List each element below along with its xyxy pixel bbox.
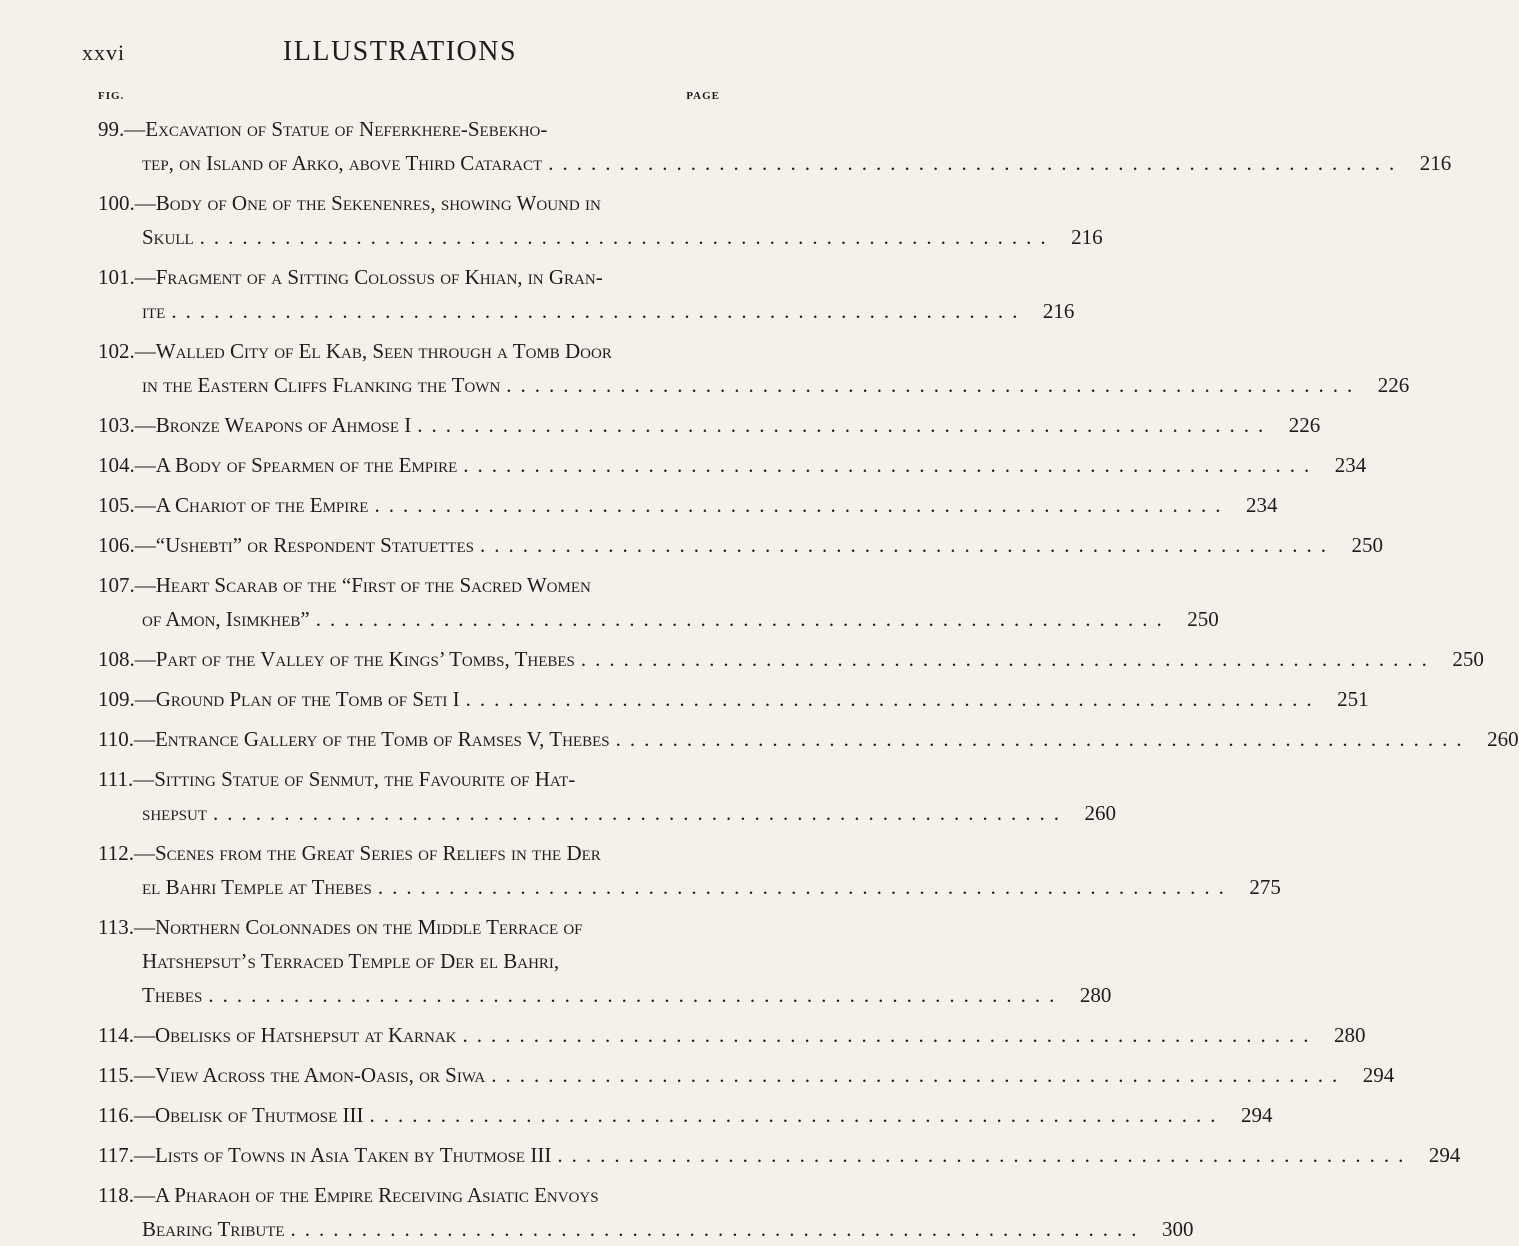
entry-title: shepsut (142, 801, 208, 825)
entry-title: Hatshepsut’s Terraced Temple of Der el Bahri, (142, 949, 560, 973)
page-reference: 226 (1288, 413, 1321, 437)
entry-title: 105.—A Chariot of the Empire (98, 493, 369, 517)
page-reference: 250 (1187, 607, 1219, 631)
dot-leader: ............................................................ (548, 151, 1404, 175)
list-item (98, 408, 1321, 442)
entry-line (98, 1018, 1366, 1052)
entry-title: 112.—Scenes from the Great Series of Reliefs in the Der (98, 841, 601, 865)
entry-title: ite (142, 299, 166, 323)
dot-leader: ............................................................ (377, 875, 1233, 899)
figure-number: 99.— (98, 117, 146, 141)
figure-number: 116.— (98, 1103, 155, 1127)
list-item (98, 260, 1075, 328)
page-reference: 234 (1334, 453, 1367, 477)
entry-title: Bearing Tribute (142, 1217, 285, 1241)
entry-title: 116.—Obelisk of Thutmose III (98, 1103, 364, 1127)
dot-leader: ............................................................ (199, 225, 1055, 249)
entry-title: 108.—Part of the Valley of the Kings’ Tombs, Thebes (98, 647, 575, 671)
entry-title: Thebes (142, 983, 203, 1007)
entry-line (98, 978, 1112, 1012)
page-title: ILLUSTRATIONS (282, 36, 518, 67)
dot-leader: ............................................................ (615, 727, 1471, 751)
entry-line (98, 368, 1410, 402)
entry-line (98, 448, 1367, 482)
dot-leader: ............................................................ (462, 1023, 1318, 1047)
entry-title: 107.—Heart Scarab of the “First of the Sacred Women (98, 573, 591, 597)
list-item (98, 910, 1112, 1012)
list-item (98, 1098, 1273, 1132)
entry-title: 103.—Bronze Weapons of Ahmose I (98, 413, 412, 437)
figure-number: 104.— (98, 453, 156, 477)
dot-leader: ............................................................ (465, 687, 1321, 711)
dot-leader: ............................................................ (580, 647, 1436, 671)
entry-title: 117.—Lists of Towns in Asia Taken by Thutmose III (98, 1143, 552, 1167)
entry-line (98, 528, 1383, 562)
dot-leader: ............................................................ (463, 453, 1319, 477)
entry-title: 99.—Excavation of Statue of Neferkhere-Sebekho- (98, 117, 548, 141)
figure-number: 100.— (98, 191, 156, 215)
list-item (98, 1058, 1395, 1092)
page-reference: 280 (1079, 983, 1112, 1007)
entry-line (98, 408, 1321, 442)
entry-title: 118.—A Pharaoh of the Empire Receiving Asiatic Envoys (98, 1183, 599, 1207)
list-item (98, 186, 1103, 254)
page-reference: 294 (1362, 1063, 1395, 1087)
list-item (98, 568, 1219, 636)
page-reference: 260 (1487, 727, 1519, 751)
entry-line (98, 1178, 720, 1212)
figure-number: 107.— (98, 573, 156, 597)
entry-line (98, 294, 1075, 328)
list-item (98, 642, 1484, 676)
list-item (98, 1018, 1366, 1052)
entry-title: el Bahri Temple at Thebes (142, 875, 372, 899)
entry-title: 113.—Northern Colonnades on the Middle Terrace of (98, 915, 583, 939)
page-reference: 280 (1334, 1023, 1366, 1047)
entry-title: 110.—Entrance Gallery of the Tomb of Ramses V, Thebes (98, 727, 610, 751)
list-item (98, 762, 1117, 830)
entry-title: of Amon, Isimkheb” (142, 607, 310, 631)
fig-column-heading: FIG. (98, 90, 125, 102)
entry-line (98, 762, 720, 796)
entry-line (98, 682, 1369, 716)
entry-title: 100.—Body of One of the Sekenenres, showing Wound in (98, 191, 601, 215)
page-reference: 226 (1377, 373, 1410, 397)
page-reference: 294 (1241, 1103, 1273, 1127)
figure-number: 106.— (98, 533, 156, 557)
entry-line (98, 796, 1117, 830)
figure-number: 112.— (98, 841, 155, 865)
page-reference: 216 (1042, 299, 1075, 323)
list-item (98, 682, 1369, 716)
list-item (98, 488, 1278, 522)
list-item (98, 334, 1410, 402)
figure-number: 108.— (98, 647, 156, 671)
figure-number: 109.— (98, 687, 156, 711)
entry-line (98, 944, 720, 978)
figure-number: 117.— (98, 1143, 155, 1167)
dot-leader: ............................................................ (491, 1063, 1347, 1087)
figure-number: 110.— (98, 727, 155, 751)
entry-line (98, 568, 720, 602)
dot-leader: ............................................................ (208, 983, 1064, 1007)
entry-line (98, 836, 720, 870)
entry-title: Skull (142, 225, 194, 249)
list-item (98, 448, 1367, 482)
page-reference: 216 (1419, 151, 1452, 175)
page-reference: 300 (1162, 1217, 1194, 1241)
dot-leader: ............................................................ (213, 801, 1069, 825)
list-item (98, 112, 1452, 180)
dot-leader: ............................................................ (315, 607, 1171, 631)
entry-line (98, 220, 1103, 254)
list-item (98, 722, 1519, 756)
list-item (98, 836, 1281, 904)
dot-leader: ............................................................ (171, 299, 1027, 323)
figure-number: 115.— (98, 1063, 155, 1087)
page-reference: 216 (1071, 225, 1103, 249)
column-headings (98, 90, 720, 106)
dot-leader: ............................................................ (506, 373, 1362, 397)
illustrations-list (98, 112, 1519, 1246)
entry-line (98, 870, 1281, 904)
page-column-heading: PAGE (686, 90, 720, 102)
page-reference: 260 (1084, 801, 1117, 825)
dot-leader: ............................................................ (374, 493, 1230, 517)
entry-line (98, 186, 720, 220)
figure-number: 101.— (98, 265, 156, 289)
entry-title: 102.—Walled City of El Kab, Seen through a Tomb Door (98, 339, 612, 363)
entry-line (98, 642, 1484, 676)
entry-title: 115.—View Across the Amon-Oasis, or Siwa (98, 1063, 486, 1087)
entry-title: 114.—Obelisks of Hatshepsut at Karnak (98, 1023, 457, 1047)
entry-line (98, 260, 720, 294)
page-reference: 251 (1337, 687, 1369, 711)
entry-line (98, 1058, 1395, 1092)
figure-number: 113.— (98, 915, 155, 939)
entry-line (98, 146, 1452, 180)
entry-line (98, 112, 720, 146)
entry-line (98, 488, 1278, 522)
list-item (98, 1178, 1194, 1246)
entry-title: 109.—Ground Plan of the Tomb of Seti I (98, 687, 460, 711)
figure-number: 114.— (98, 1023, 155, 1047)
page-reference: 250 (1452, 647, 1484, 671)
figure-number: 105.— (98, 493, 156, 517)
entry-title: 104.—A Body of Spearmen of the Empire (98, 453, 458, 477)
list-item (98, 1138, 1461, 1172)
entry-title: 101.—Fragment of a Sitting Colossus of Khian, in Gran- (98, 265, 603, 289)
entry-line (98, 602, 1219, 636)
page-reference: 294 (1428, 1143, 1461, 1167)
dot-leader: ............................................................ (557, 1143, 1413, 1167)
figure-number: 103.— (98, 413, 156, 437)
entry-title: 106.—“Ushebti” or Respondent Statuettes (98, 533, 474, 557)
dot-leader: ............................................................ (417, 413, 1273, 437)
page-reference: 234 (1245, 493, 1278, 517)
dot-leader: ............................................................ (369, 1103, 1225, 1127)
figure-number: 118.— (98, 1183, 155, 1207)
page-reference: 275 (1249, 875, 1281, 899)
entry-line (98, 1138, 1461, 1172)
list-item (98, 528, 1383, 562)
entry-line (98, 722, 1519, 756)
page-reference: 250 (1351, 533, 1383, 557)
dot-leader: ............................................................ (479, 533, 1335, 557)
entry-title: tep, on Island of Arko, above Third Cataract (142, 151, 543, 175)
entry-title: in the Eastern Cliffs Flanking the Town (142, 373, 501, 397)
dot-leader: ............................................................ (290, 1217, 1146, 1241)
entry-title: 111.—Sitting Statue of Senmut, the Favourite of Hat- (98, 767, 576, 791)
entry-line (98, 1098, 1273, 1132)
figure-number: 102.— (98, 339, 156, 363)
page-number: xxvi (82, 40, 126, 65)
entry-line (98, 910, 720, 944)
figure-number: 111.— (98, 767, 155, 791)
entry-line (98, 334, 720, 368)
running-head (0, 36, 800, 70)
entry-line (98, 1212, 1194, 1246)
